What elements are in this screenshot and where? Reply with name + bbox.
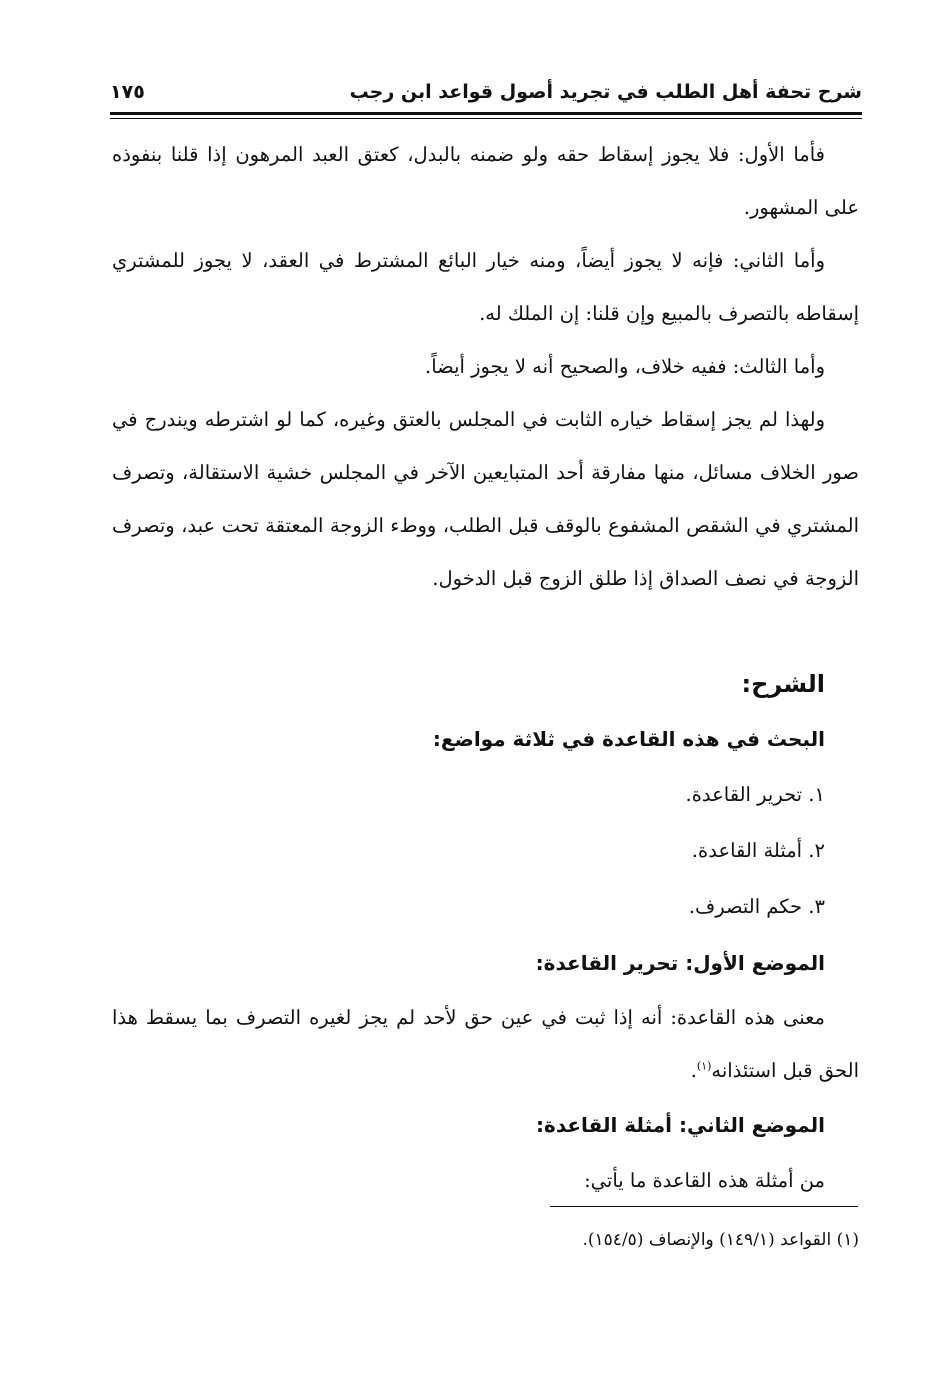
section2-heading: الموضع الثاني: أمثلة القاعدة: [536, 1113, 825, 1137]
page-number: ١٧٥ [110, 81, 145, 103]
book-title: شرح تحفة أهل الطلب في تجريد أصول قواعد ابن رجب [349, 81, 862, 103]
paragraph-first: فأما الأول: فلا يجوز إسقاط حقه ولو ضمنه بالبدل، كعتق العبد المرهون إذا قلنا بنفوذه على المشهور. [112, 143, 859, 219]
paragraph-second: وأما الثاني: فإنه لا يجوز أيضاً، ومنه خيار البائع المشترط في العقد، لا يجوز للمشتري إسقاطه بالتصرف بالمبيع وإن قلنا: إن الملك له. [112, 249, 859, 325]
list-item: ٣. حكم التصرف. [688, 895, 825, 918]
section1-body: معنى هذه القاعدة: أنه إذا ثبت في عين حق لأحد لم يجز لغيره التصرف بما يسقط هذا الحق قبل استئذانه [112, 1006, 859, 1082]
footnote-marker[interactable]: (١) [696, 1059, 712, 1073]
section1-end: . [690, 1059, 697, 1082]
list-item: ١. تحرير القاعدة. [685, 783, 825, 806]
sharh-heading: الشرح: [741, 670, 825, 698]
header-rule-thin [110, 118, 862, 119]
running-header [110, 78, 862, 106]
list-item: ٢. أمثلة القاعدة. [691, 839, 825, 862]
main-text [112, 128, 859, 1209]
section1-text [112, 991, 859, 1097]
paragraph-third: وأما الثالث: ففيه خلاف، والصحيح أنه لا يجوز أيضاً. [425, 355, 825, 378]
section1-heading: الموضع الأول: تحرير القاعدة: [535, 951, 825, 975]
footnote: (١) القواعد (١٤٩/١) والإنصاف (١٥٤/٥). [582, 1230, 859, 1250]
section2-text: من أمثلة هذه القاعدة ما يأتي: [584, 1169, 825, 1192]
footnote-separator [550, 1206, 858, 1207]
header-rule-thick [110, 112, 862, 115]
paragraph-fourth: ولهذا لم يجز إسقاط خياره الثابت في المجلس بالعتق وغيره، كما لو اشترطه ويندرج في صور الخلاف مسائل، منها مفارقة أحد المتبايعين الآخر في المجلس خشية الاستقالة، وتصرف المشتري في الشقص المشفوع بالوقف قبل الطلب، ووطء الزوجة المعتقة تحت عبد، وتصرف الزوجة في نصف الصداق إذا طلق الزوج قبل الدخول. [112, 408, 859, 590]
research-intro: البحث في هذه القاعدة في ثلاثة مواضع: [432, 727, 825, 751]
